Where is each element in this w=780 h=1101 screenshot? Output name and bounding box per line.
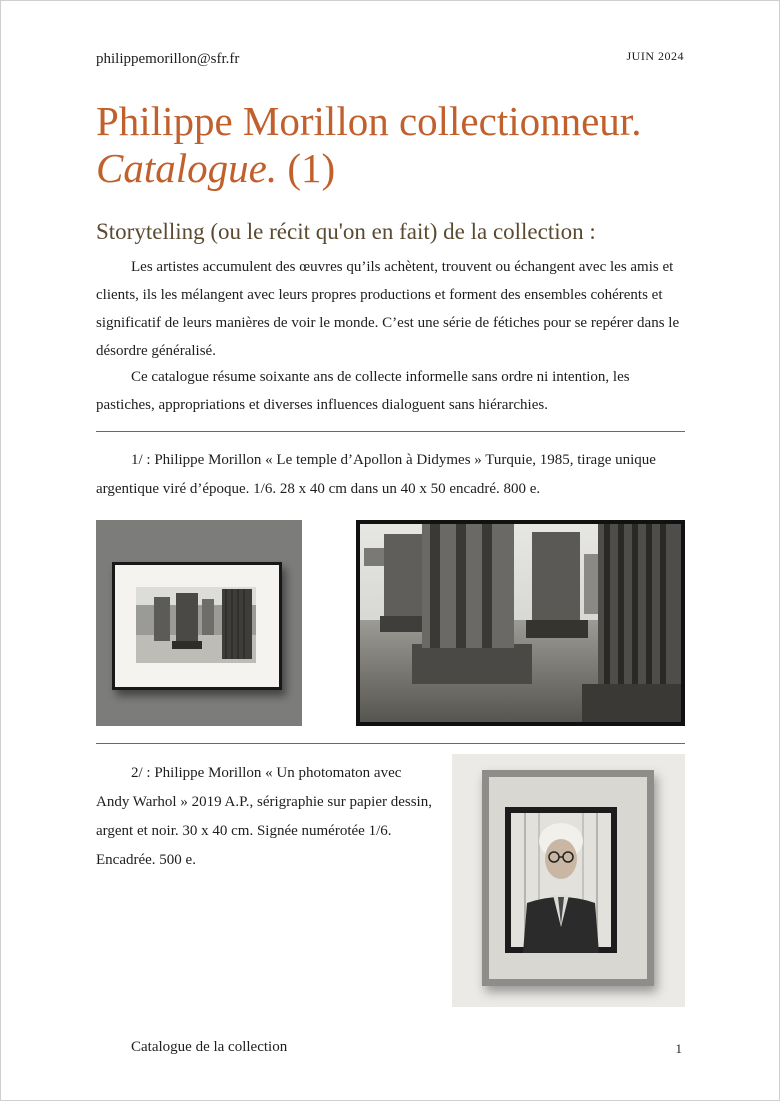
photomaton-image: [452, 754, 685, 1007]
divider: [96, 743, 685, 744]
header-date: JUIN 2024: [626, 49, 684, 63]
picture-frame: [112, 562, 282, 690]
intro-paragraph-1: Les artistes accumulent des œuvres qu’ils achètent, trouvent ou échangent avec les amis et clients, ils les mélangent avec leurs propres productions et forment des ensembles cohérents et significatif de leurs manières de voir le monde. C’est une série de fétiches pour se repérer dans le désordre généralisé.: [96, 259, 680, 359]
page-number: 1: [675, 1041, 682, 1056]
temple-photograph: [356, 520, 685, 726]
frame-mat: [115, 565, 279, 687]
footer-label: Catalogue de la collection: [131, 1039, 288, 1055]
portrait-image: [505, 807, 617, 953]
divider: [96, 431, 685, 432]
catalogue-number: (1): [277, 145, 336, 191]
temple-columns-image: [360, 524, 681, 722]
picture-frame: [482, 770, 654, 986]
header-email: philippemorillon@sfr.fr: [96, 51, 240, 67]
page-title-line2: [96, 146, 335, 191]
framed-print-image: [96, 520, 302, 726]
temple-thumbnail-image: [136, 587, 256, 663]
intro-paragraph-2: Ce catalogue résume soixante ans de collecte informelle sans ordre ni intention, les pastiches, appropriations et diverses influences dialoguent sans hiérarchies.: [96, 369, 630, 413]
catalogue-word: Catalogue.: [96, 145, 278, 191]
catalogue-item-2-text: 2/ : Philippe Morillon « Un photomaton avec Andy Warhol » 2019 A.P., sérigraphie sur papier dessin, argent et noir. 30 x 40 cm. Signée numérotée 1/6. Encadrée. 500 e.: [96, 765, 432, 868]
section-heading: Storytelling (ou le récit qu'on en fait) de la collection :: [96, 219, 596, 244]
frame-inner: [489, 777, 647, 979]
catalogue-item-1-text: 1/ : Philippe Morillon « Le temple d’Apollon à Didymes » Turquie, 1985, tirage unique argentique viré d’époque. 1/6. 28 x 40 cm dans un 40 x 50 encadré. 800 e.: [96, 452, 656, 497]
page-title: Philippe Morillon collectionneur.: [96, 98, 642, 144]
